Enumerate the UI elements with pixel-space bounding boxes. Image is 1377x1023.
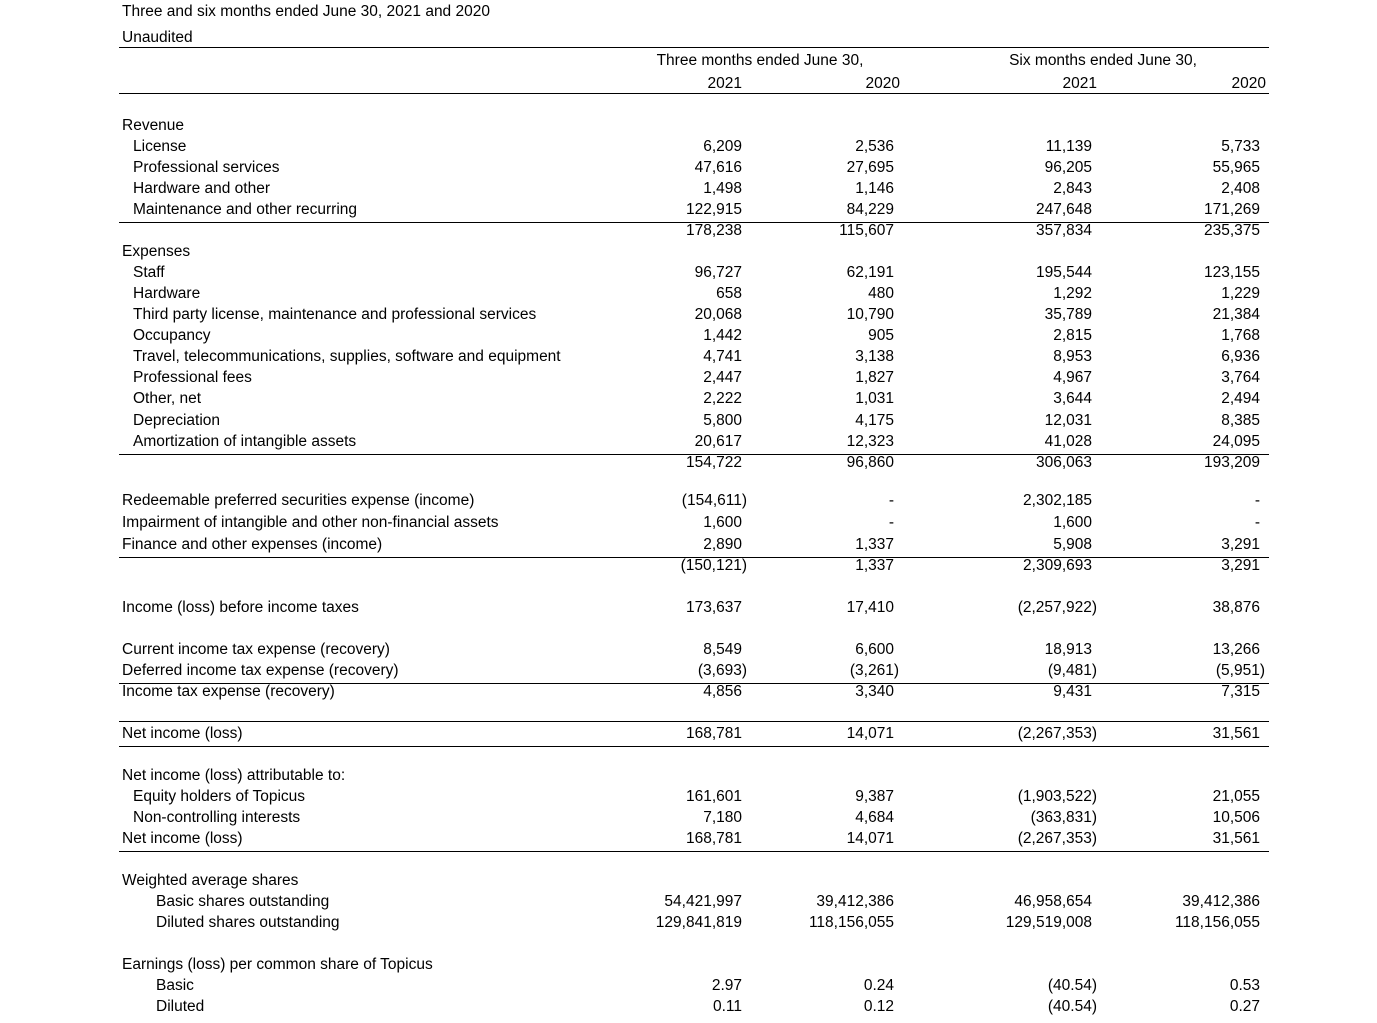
cell-h2020: 8,385 <box>1221 412 1260 429</box>
hardware-other-row <box>0 180 1377 201</box>
professional-services-row <box>0 159 1377 180</box>
cell-q2020: 10,790 <box>846 306 894 323</box>
cell-q2021: 5,800 <box>703 412 742 429</box>
current-tax-row <box>0 641 1377 662</box>
staff-row <box>0 264 1377 285</box>
row-label: Professional fees <box>133 369 252 386</box>
cell-h2020: 7,315 <box>1221 683 1260 700</box>
cell-q2021: 1,442 <box>703 327 742 344</box>
cell-q2020: 17,410 <box>846 599 894 616</box>
cell-h2021: 3,644 <box>1053 390 1092 407</box>
cell-q2021: 173,637 <box>685 599 742 616</box>
eps-diluted-row <box>0 998 1377 1019</box>
total-rule <box>119 222 1269 223</box>
row-label: Net income (loss) <box>122 830 243 847</box>
cell-q2020: 115,607 <box>839 222 894 239</box>
year-header-q-2020: 2020 <box>865 75 900 92</box>
cell-h2020: (5,951) <box>1215 662 1265 679</box>
license-row <box>0 138 1377 159</box>
cell-h2021: 1,600 <box>1053 514 1092 531</box>
expenses-heading <box>0 243 1377 264</box>
row-label: License <box>133 138 187 155</box>
cell-q2021: 8,549 <box>703 641 742 658</box>
revenue-total-row <box>0 222 1377 243</box>
cell-q2021: (3,693) <box>697 662 747 679</box>
cell-q2021: 2,222 <box>703 390 742 407</box>
cell-q2020: 480 <box>868 285 894 302</box>
cell-h2021: 2,302,185 <box>1023 492 1092 509</box>
cell-h2021: 11,139 <box>1045 138 1092 155</box>
cell-h2020: 3,764 <box>1221 369 1260 386</box>
cell-q2020: 905 <box>868 327 894 344</box>
cell-q2021: 4,741 <box>703 348 742 365</box>
cell-q2020: (3,261) <box>849 662 899 679</box>
cell-q2021: 161,601 <box>685 788 742 805</box>
cell-h2021: 2,843 <box>1053 180 1092 197</box>
row-label: Diluted shares outstanding <box>156 914 340 931</box>
cell-h2021: 12,031 <box>1044 412 1092 429</box>
hardware-row <box>0 285 1377 306</box>
cell-h2020: 38,876 <box>1212 599 1260 616</box>
cell-q2021: (154,611) <box>681 492 747 509</box>
cell-q2020: 14,071 <box>846 830 894 847</box>
cell-h2021: 18,913 <box>1044 641 1092 658</box>
six-months-header: Six months ended June 30, <box>1009 52 1197 69</box>
row-label: Other, net <box>133 390 202 407</box>
cell-h2021: (9,481) <box>1047 662 1097 679</box>
row-label: Revenue <box>122 117 185 134</box>
cell-q2020: 2,536 <box>855 138 894 155</box>
cell-q2020: 1,031 <box>855 390 894 407</box>
travel-row <box>0 348 1377 369</box>
cell-q2020: - <box>888 492 894 509</box>
cell-h2021: 41,028 <box>1044 433 1092 450</box>
row-label: Expenses <box>122 243 191 260</box>
cell-q2020: 118,156,055 <box>808 914 894 931</box>
cell-q2020: 1,337 <box>855 557 894 574</box>
total-rule <box>119 746 1269 747</box>
total-rule <box>119 454 1269 455</box>
total-rule <box>119 851 1269 852</box>
statement-period: Three and six months ended June 30, 2021 and 2020 <box>122 3 490 20</box>
revenue-heading <box>0 117 1377 138</box>
cell-h2020: 31,561 <box>1212 830 1260 847</box>
cell-q2021: (150,121) <box>680 557 747 574</box>
expenses-total-row <box>0 454 1377 475</box>
cell-q2021: 4,856 <box>703 683 742 700</box>
cell-q2021: 0.11 <box>712 998 742 1015</box>
cell-q2020: 27,695 <box>846 159 894 176</box>
cell-q2021: 6,209 <box>703 138 742 155</box>
row-label: Income (loss) before income taxes <box>122 599 359 616</box>
cell-q2020: 3,138 <box>855 348 894 365</box>
professional-fees-row <box>0 369 1377 390</box>
cell-q2020: 12,323 <box>846 433 894 450</box>
third-party-row <box>0 306 1377 327</box>
impairment-row <box>0 514 1377 535</box>
row-label: Earnings (loss) per common share of Topicus <box>122 956 433 973</box>
diluted-shares-row <box>0 914 1377 935</box>
total-rule <box>119 721 1269 722</box>
occupancy-row <box>0 327 1377 348</box>
equity-holders-row <box>0 788 1377 809</box>
cell-h2020: 21,055 <box>1212 788 1260 805</box>
cell-h2021: 35,789 <box>1044 306 1092 323</box>
row-label: Redeemable preferred securities expense (income) <box>122 492 475 509</box>
cell-h2020: 3,291 <box>1221 557 1260 574</box>
cell-h2021: 46,958,654 <box>1014 893 1092 910</box>
cell-q2020: 39,412,386 <box>816 893 894 910</box>
cell-h2021: (1,903,522) <box>1017 788 1097 805</box>
cell-h2021: (363,831) <box>1030 809 1097 826</box>
cell-q2021: 2,447 <box>703 369 742 386</box>
total-rule <box>119 557 1269 558</box>
total-rule <box>119 683 1269 684</box>
row-label: Staff <box>133 264 165 281</box>
cell-h2020: 31,561 <box>1212 725 1260 742</box>
cell-h2020: 1,768 <box>1221 327 1260 344</box>
cell-q2021: 96,727 <box>694 264 742 281</box>
row-label: Hardware <box>133 285 201 302</box>
cell-q2021: 178,238 <box>685 222 742 239</box>
header-bottom-rule <box>119 93 1269 94</box>
depreciation-row <box>0 412 1377 433</box>
cell-q2020: - <box>888 514 894 531</box>
finance-expenses-row <box>0 536 1377 557</box>
cell-q2021: 154,722 <box>685 454 742 471</box>
cell-h2021: 357,834 <box>1035 222 1092 239</box>
cell-h2020: 3,291 <box>1221 536 1260 553</box>
row-label: Net income (loss) <box>122 725 243 742</box>
row-label: Finance and other expenses (income) <box>122 536 383 553</box>
cell-h2020: 118,156,055 <box>1174 914 1260 931</box>
cell-h2020: 123,155 <box>1203 264 1260 281</box>
cell-h2021: 8,953 <box>1053 348 1092 365</box>
cell-q2021: 7,180 <box>703 809 742 826</box>
cell-q2021: 129,841,819 <box>655 914 742 931</box>
cell-h2021: 5,908 <box>1053 536 1092 553</box>
cell-h2021: (40.54) <box>1047 998 1097 1015</box>
cell-h2020: 13,266 <box>1212 641 1260 658</box>
cell-h2021: (2,267,353) <box>1017 830 1097 847</box>
cell-h2020: 55,965 <box>1212 159 1260 176</box>
year-header-h-2021: 2021 <box>1062 75 1097 92</box>
cell-h2021: 129,519,008 <box>1005 914 1092 931</box>
cell-h2021: (2,257,922) <box>1017 599 1097 616</box>
row-label: Travel, telecommunications, supplies, software and equipment <box>133 348 561 365</box>
cell-q2021: 168,781 <box>685 725 742 742</box>
net-income-attributable-total-row <box>0 830 1377 851</box>
eps-basic-row <box>0 977 1377 998</box>
maintenance-row <box>0 201 1377 222</box>
row-label: Occupancy <box>133 327 211 344</box>
row-label: Income tax expense (recovery) <box>122 683 335 700</box>
row-label: Weighted average shares <box>122 872 299 889</box>
cell-q2020: 3,340 <box>855 683 894 700</box>
cell-h2020: 1,229 <box>1221 285 1260 302</box>
row-label: Basic shares outstanding <box>156 893 330 910</box>
cell-h2021: 195,544 <box>1035 264 1092 281</box>
cell-h2021: 1,292 <box>1053 285 1092 302</box>
row-label: Amortization of intangible assets <box>133 433 357 450</box>
other-net-row <box>0 390 1377 411</box>
cell-h2020: 24,095 <box>1212 433 1260 450</box>
amortization-row <box>0 433 1377 454</box>
cell-h2021: 4,967 <box>1053 369 1092 386</box>
deferred-tax-row <box>0 662 1377 683</box>
year-header-h-2020: 2020 <box>1231 75 1266 92</box>
audit-status: Unaudited <box>122 29 193 46</box>
row-label: Professional services <box>133 159 280 176</box>
cell-q2020: 1,146 <box>855 180 894 197</box>
redeemable-preferred-row <box>0 492 1377 513</box>
cell-h2021: 2,309,693 <box>1023 557 1092 574</box>
row-label: Impairment of intangible and other non-financial assets <box>122 514 499 531</box>
cell-q2021: 20,617 <box>694 433 742 450</box>
non-controlling-row <box>0 809 1377 830</box>
row-label: Third party license, maintenance and professional services <box>133 306 537 323</box>
cell-h2021: 9,431 <box>1053 683 1092 700</box>
cell-q2021: 1,498 <box>703 180 742 197</box>
cell-q2021: 47,616 <box>694 159 742 176</box>
cell-q2020: 96,860 <box>846 454 894 471</box>
cell-q2020: 0.24 <box>863 977 894 994</box>
cell-q2020: 0.12 <box>863 998 894 1015</box>
income-before-tax-row <box>0 599 1377 620</box>
cell-q2020: 1,827 <box>855 369 894 386</box>
row-label: Current income tax expense (recovery) <box>122 641 390 658</box>
cell-h2020: 6,936 <box>1221 348 1260 365</box>
cell-q2021: 54,421,997 <box>664 893 742 910</box>
row-label: Net income (loss) attributable to: <box>122 767 346 784</box>
net-income-row <box>0 725 1377 746</box>
row-label: Depreciation <box>133 412 221 429</box>
cell-q2020: 6,600 <box>855 641 894 658</box>
cell-h2020: 193,209 <box>1203 454 1260 471</box>
cell-h2020: 10,506 <box>1212 809 1260 826</box>
cell-h2021: 96,205 <box>1044 159 1092 176</box>
weighted-shares-heading <box>0 872 1377 893</box>
attributable-heading <box>0 767 1377 788</box>
other-total-row <box>0 557 1377 578</box>
cell-h2020: - <box>1254 514 1260 531</box>
income-tax-total-row <box>0 683 1377 704</box>
cell-q2020: 1,337 <box>855 536 894 553</box>
cell-q2020: 14,071 <box>846 725 894 742</box>
three-months-header: Three months ended June 30, <box>656 52 864 69</box>
cell-h2021: 2,815 <box>1053 327 1092 344</box>
basic-shares-row <box>0 893 1377 914</box>
cell-h2020: 21,384 <box>1212 306 1260 323</box>
cell-q2021: 122,915 <box>685 201 742 218</box>
cell-q2021: 2.97 <box>711 977 742 994</box>
cell-q2020: 4,684 <box>855 809 894 826</box>
cell-h2020: 2,408 <box>1221 180 1260 197</box>
cell-h2021: (40.54) <box>1047 977 1097 994</box>
cell-h2020: 2,494 <box>1221 390 1260 407</box>
row-label: Hardware and other <box>133 180 270 197</box>
cell-q2021: 168,781 <box>685 830 742 847</box>
row-label: Maintenance and other recurring <box>133 201 358 218</box>
cell-q2021: 1,600 <box>703 514 742 531</box>
cell-h2021: (2,267,353) <box>1017 725 1097 742</box>
row-label: Non-controlling interests <box>133 809 301 826</box>
cell-h2020: 0.27 <box>1229 998 1260 1015</box>
cell-q2020: 9,387 <box>855 788 894 805</box>
cell-h2020: 5,733 <box>1221 138 1260 155</box>
cell-q2020: 84,229 <box>846 201 894 218</box>
row-label: Deferred income tax expense (recovery) <box>122 662 399 679</box>
cell-h2020: 0.53 <box>1229 977 1260 994</box>
year-header-q-2021: 2021 <box>707 75 742 92</box>
row-label: Diluted <box>156 998 205 1015</box>
row-label: Equity holders of Topicus <box>133 788 306 805</box>
cell-h2020: 171,269 <box>1203 201 1260 218</box>
header-top-rule <box>119 47 1269 48</box>
cell-h2020: 235,375 <box>1203 222 1260 239</box>
cell-q2020: 62,191 <box>846 264 894 281</box>
cell-h2021: 306,063 <box>1035 454 1092 471</box>
cell-q2021: 2,890 <box>703 536 742 553</box>
cell-h2021: 247,648 <box>1035 201 1092 218</box>
row-label: Basic <box>156 977 194 994</box>
cell-q2021: 20,068 <box>694 306 742 323</box>
eps-heading <box>0 956 1377 977</box>
cell-h2020: 39,412,386 <box>1182 893 1260 910</box>
cell-q2021: 658 <box>716 285 742 302</box>
cell-q2020: 4,175 <box>855 412 894 429</box>
cell-h2020: - <box>1254 492 1260 509</box>
